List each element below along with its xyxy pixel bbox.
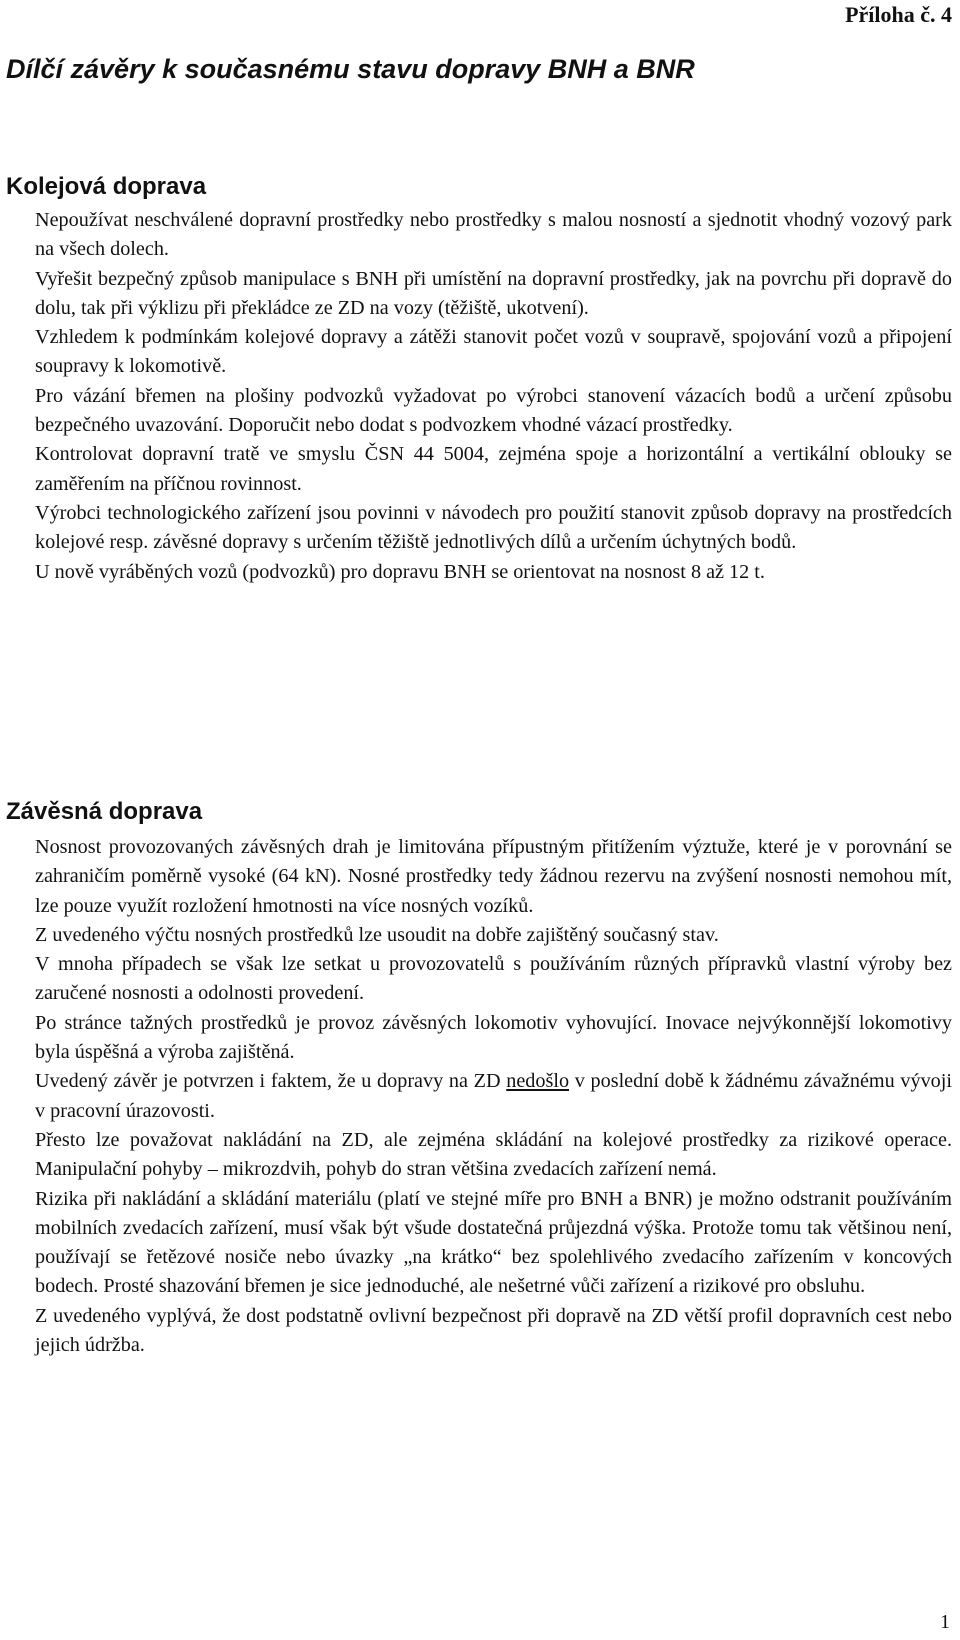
section-body-rail [35, 206, 952, 587]
paragraph: Po stránce tažných prostředků je provoz závěsných lokomotiv vyhovující. Inovace nejvýkonnější lokomotivy byla úspěšná a výroba zajištěná. [35, 1011, 952, 1064]
underlined-word: nedošlo [506, 1070, 570, 1093]
paragraph: Přesto lze považovat nakládání na ZD, ale zejména skládání na kolejové prostředky za rizikové operace. Manipulační pohyby – mikrozdvih, pohyb do stran většina zvedacích zařízení nemá. [35, 1128, 952, 1181]
section-heading-rail: Kolejová doprava [6, 173, 207, 200]
paragraph: Nepoužívat neschválené dopravní prostředky nebo prostředky s malou nosností a sjednotit vhodný vozový park na všech dolech. [35, 209, 952, 261]
paragraph: U nově vyráběných vozů (podvozků) pro dopravu BNH se orientovat na nosnost 8 až 12 t. [35, 560, 765, 583]
section-heading-suspended: Závěsná doprava [6, 798, 203, 825]
paragraph: Z uvedeného výčtu nosných prostředků lze usoudit na dobře zajištěný současný stav. [35, 923, 719, 946]
paragraph: Kontrolovat dopravní tratě ve smyslu ČSN 44 5004, zejména spoje a horizontální a vertikální oblouky se zaměřením na příčnou rovinnost. [35, 443, 952, 495]
paragraph-text: Uvedený závěr je potvrzen i faktem, že u dopravy na ZD [35, 1070, 507, 1093]
section-body-suspended [35, 833, 952, 1360]
paragraph-with-underline [35, 1067, 952, 1126]
paragraph: Pro vázání břemen na plošiny podvozků vyžadovat po výrobci stanovení vázacích bodů a určení způsobu bezpečného uvazování. Doporučit nebo dodat s podvozkem vhodné vázací prostředky. [35, 384, 952, 437]
paragraph-text: v poslední době k žádnému závažnému vývoji v pracovní úrazovosti. [35, 1070, 952, 1122]
document-title: Dílčí závěry k současnému stavu dopravy BNH a BNR [6, 54, 695, 84]
paragraph: Výrobci technologického zařízení jsou povinni v návodech pro použití stanovit způsob dopravy na prostředcích kolejové resp. závěsné dopravy s určením těžiště jednotlivých dílů a určením úchytných bodů. [35, 501, 952, 554]
page-number: 1 [940, 1611, 950, 1633]
paragraph: Rizika při nakládání a skládání materiálu (platí ve stejné míře pro BNH a BNR) je možno odstranit používáním mobilních zvedacích zařízení, musí však být všude dostatečná průjezdná výška. Protože tomu tak většinou není, používají se řetězové nosiče nebo úvazky „na krátko“ bez spolehlivého zvedacího zařízením v koncových bodech. Prosté shazování břemen je sice jednoduché, ale nešetrné vůči zařízení a rizikové pro obsluhu. [35, 1187, 952, 1298]
paragraph: V mnoha případech se však lze setkat u provozovatelů s používáním různých přípravků vlastní výroby bez zaručené nosnosti a odolnosti provedení. [35, 953, 952, 1005]
paragraph: Z uvedeného vyplývá, že dost podstatně ovlivní bezpečnost při dopravě na ZD větší profil dopravních cest nebo jejich údržba. [35, 1304, 952, 1357]
paragraph: Nosnost provozovaných závěsných drah je limitována přípustným přitížením výztuže, které je v porovnání se zahraničím poměrně vysoké (64 kN). Nosné prostředky tedy žádnou rezervu na zvýšení nosnosti nemohou mít, lze pouze využít rozložení hmotnosti na více nosných vozíků. [35, 836, 952, 917]
paragraph: Vzhledem k podmínkám kolejové dopravy a zátěži stanovit počet vozů v soupravě, spojování vozů a připojení soupravy k lokomotivě. [35, 326, 952, 378]
paragraph: Vyřešit bezpečný způsob manipulace s BNH při umístění na dopravní prostředky, jak na povrchu při dopravě do dolu, tak při výklizu při překládce ze ZD na vozy (těžiště, ukotvení). [35, 267, 952, 319]
annex-label: Příloha č. 4 [845, 2, 952, 27]
